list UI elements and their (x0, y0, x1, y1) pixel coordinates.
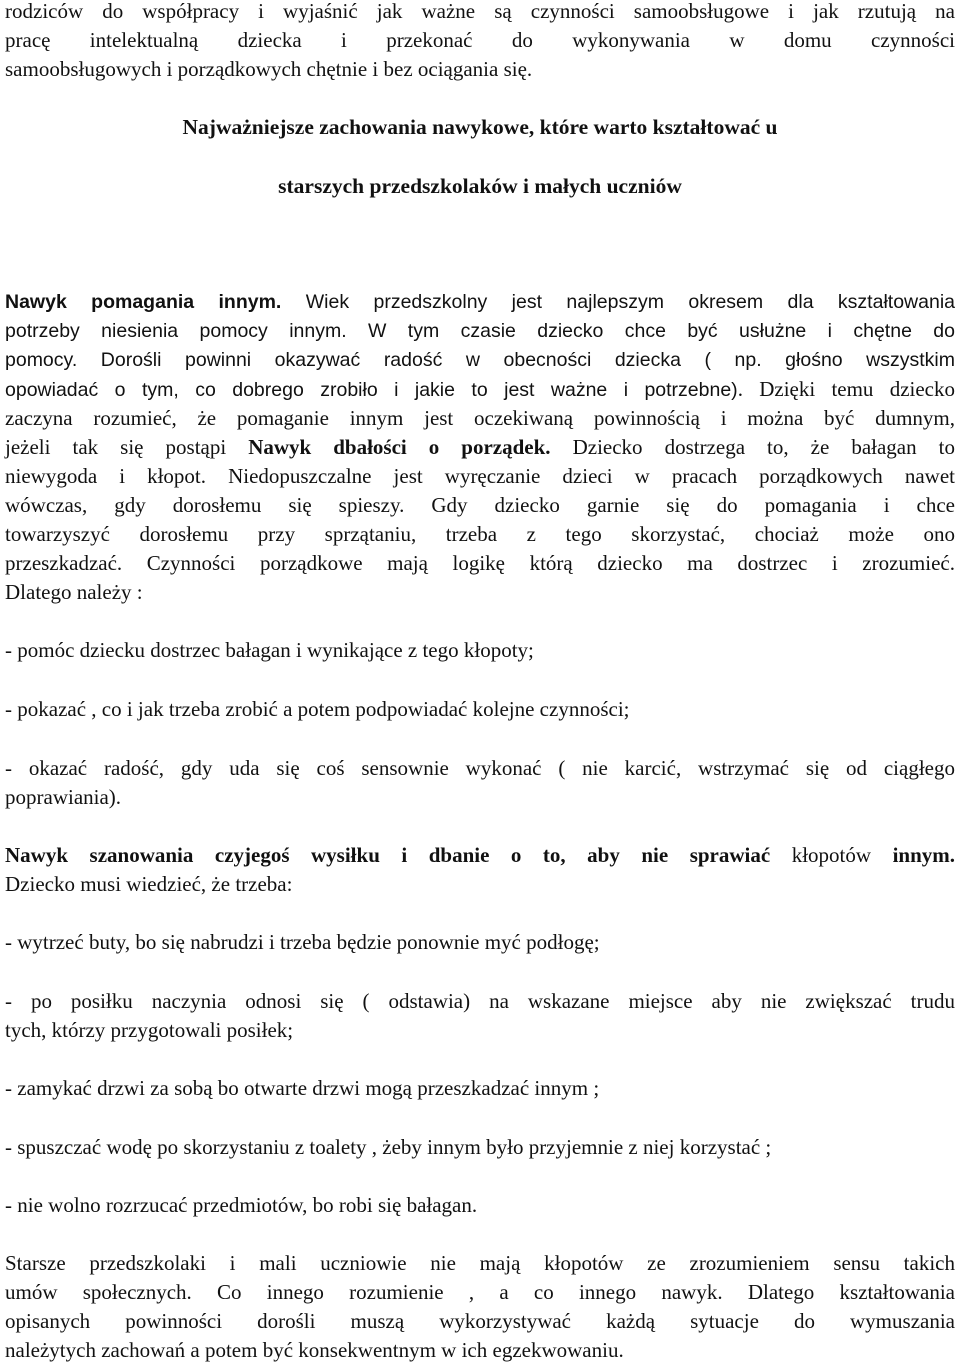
section1-line-8: wówczas, gdy dorosłemu się spieszy. Gdy dziecko garnie się do pomagania i chce (5, 493, 955, 517)
list2-item-2: - po posiłku naczynia odnosi się ( odstawia) na wskazane miejsce aby nie zwiększać trudu (5, 989, 955, 1013)
closing-line-2: umów społecznych. Co innego rozumienie , a co innego nawyk. Dlatego kształtowania (5, 1280, 955, 1304)
list2-item-1: - wytrzeć buty, bo się nabrudzi i trzeba będzie ponownie myć podłogę; (5, 930, 600, 954)
list2-item-4: - spuszczać wodę po skorzystaniu z toalety , żeby innym było przyjemnie z niej korzystać ; (5, 1135, 772, 1159)
section1-line-10: przeszkadzać. Czynności porządkowe mają logikę którą dziecko ma dostrzec i zrozumieć. (5, 551, 955, 575)
section1-title: Nawyk pomagania innym. (5, 291, 282, 313)
section1-line-7: niewygoda i kłopot. Niedopuszczalne jest wyręczanie dzieci w pracach porządkowych nawet (5, 464, 955, 488)
list1-item-2: - pokazać , co i jak trzeba zrobić a potem podpowiadać kolejne czynności; (5, 697, 630, 721)
list2-item-2-cont: tych, którzy przygotowali posiłek; (5, 1018, 294, 1042)
section2-line-2: Dziecko musi wiedzieć, że trzeba: (5, 872, 293, 896)
list1-item-1: - pomóc dziecku dostrzec bałagan i wynikające z tego kłopoty; (5, 638, 534, 662)
closing-line-3: opisanych powinności dorośli muszą wykorzystywać każdą sytuacje do wymuszania (5, 1309, 955, 1333)
list1-item-3: - okazać radość, gdy uda się coś sensownie wykonać ( nie karcić, wstrzymać się od ciągłego (5, 756, 955, 780)
section1-line-11: Dlatego należy : (5, 580, 143, 604)
section2-title: Nawyk szanowania czyjegoś wysiłku i dbanie o to, aby nie sprawiać (5, 843, 771, 867)
list1-item-3-cont: poprawiania). (5, 785, 122, 809)
intro-line-2: pracę intelektualną dziecka i przekonać do wykonywania w domu czynności (5, 28, 955, 52)
intro-line-1: rodziców do współpracy i wyjaśnić jak ważne są czynności samoobsługowe i jak rzutują na (5, 0, 955, 23)
section1-line-5: zaczyna rozumieć, że pomaganie innym jest oczekiwaną powinnością i można być dumnym, (5, 406, 955, 430)
closing-line-1: Starsze przedszkolaki i mali uczniowie nie mają kłopotów ze zrozumieniem sensu takich (5, 1251, 955, 1275)
section2-line-1: Nawyk szanowania czyjegoś wysiłku i dbanie o to, aby nie sprawiać kłopotów innym. (5, 843, 955, 867)
habit-order-title: Nawyk dbałości o porządek. (248, 435, 551, 459)
list2-item-3: - zamykać drzwi za sobą bo otwarte drzwi mogą przeszkadzać innym ; (5, 1076, 600, 1100)
intro-line-3: samoobsługowych i porządkowych chętnie i bez ociągania się. (5, 57, 533, 81)
section1-line-2: potrzeby niesienia pomocy innym. W tym czasie dziecko chce być usłużne i chętne do (5, 320, 955, 342)
section1-line-9: towarzyszyć dorosłemu przy sprzątaniu, trzeba z tego skorzystać, chociaż może ono (5, 522, 955, 546)
section1-line-3: pomocy. Dorośli powinni okazywać radość w obecności dziecka ( np. głośno wszystkim (5, 349, 955, 371)
section1-line-1: Nawyk pomagania innym. Wiek przedszkolny jest najlepszym okresem dla kształtowania (5, 291, 955, 313)
section1-line-6: jeżeli tak się postąpi Nawyk dbałości o porządek. Dziecko dostrzega to, że bałagan to (5, 435, 955, 459)
heading-line-1: Najważniejsze zachowania nawykowe, które warto kształtować u (182, 115, 778, 139)
closing-line-4: należytych zachowań a potem być konsekwentnym w ich egzekwowaniu. (5, 1338, 624, 1362)
list2-item-5: - nie wolno rozrzucać przedmiotów, bo robi się bałagan. (5, 1193, 478, 1217)
section1-line-4: opowiadać o tym, co dobrego zrobiło i jakie to jest ważne i potrzebne). Dzięki temu dziecko (5, 377, 955, 401)
heading-line-2: starszych przedszkolaków i małych uczniów (278, 174, 682, 198)
